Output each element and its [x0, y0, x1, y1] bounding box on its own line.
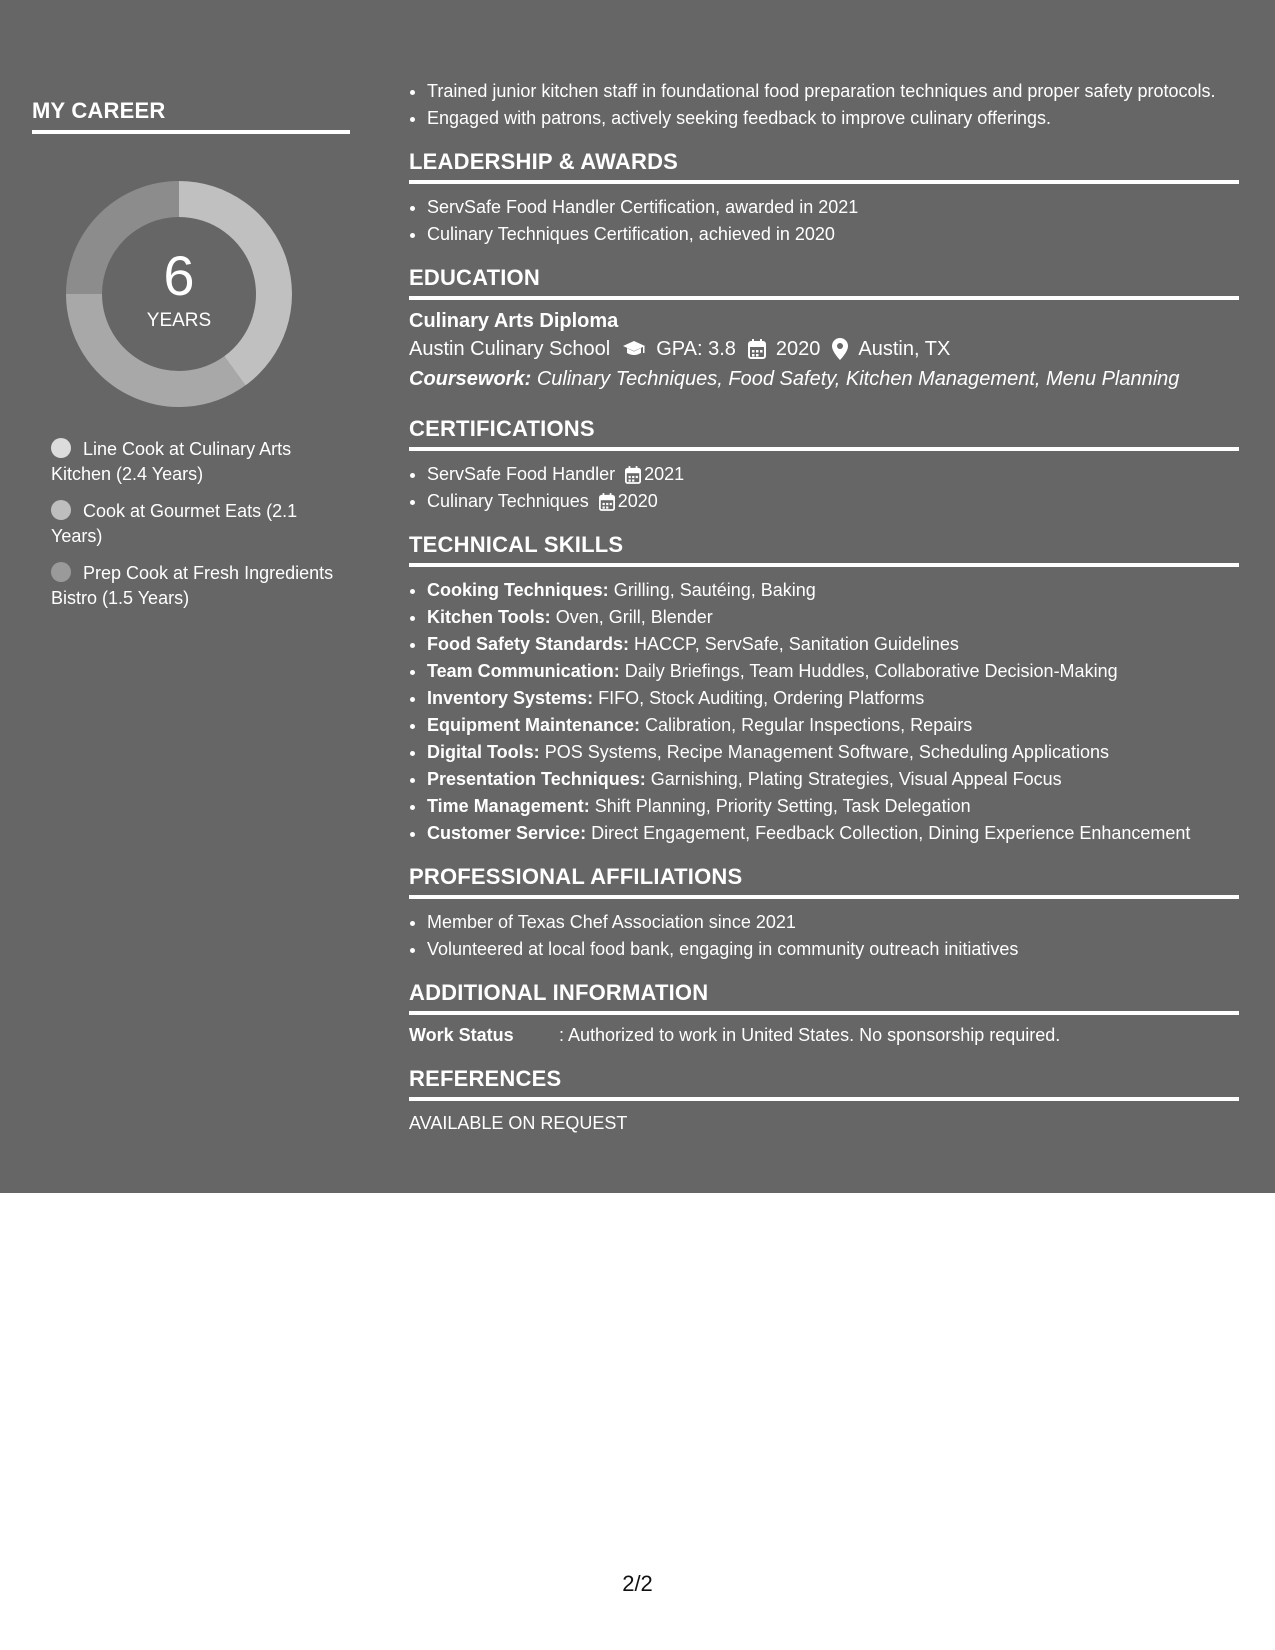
work-status-row [409, 1023, 1239, 1048]
references-text: AVAILABLE ON REQUEST [409, 1113, 628, 1133]
work-status-value: : Authorized to work in United States. No sponsorship required. [559, 1025, 1061, 1045]
skill-item [427, 605, 1239, 630]
career-legend-label: Cook at Gourmet Eats (2.1 Years) [51, 501, 298, 546]
skill-label: Inventory Systems: [427, 688, 594, 708]
skill-label: Equipment Maintenance: [427, 715, 641, 735]
career-sidebar [32, 98, 350, 623]
degree-title: Culinary Arts Diploma [409, 310, 619, 332]
affiliations-heading: PROFESSIONAL AFFILIATIONS [409, 864, 1239, 899]
leadership-item: • ServSafe Food Handler Certification, awarded in 2021 [427, 195, 1239, 220]
skill-item [427, 740, 1239, 765]
legend-dot-icon [51, 438, 71, 458]
affiliations-list [409, 910, 1239, 962]
legend-dot-icon [51, 500, 71, 520]
leadership-item: • Culinary Techniques Certification, achieved in 2020 [427, 222, 1239, 247]
skills-section [409, 532, 1239, 846]
skill-value: HACCP, ServSafe, Sanitation Guidelines [634, 634, 959, 654]
certifications-list [409, 462, 1239, 514]
skill-label: Customer Service: [427, 823, 587, 843]
page-number: 2/2 [622, 1571, 653, 1596]
additional-heading: ADDITIONAL INFORMATION [409, 980, 1239, 1015]
experience-bullet: • Engaged with patrons, actively seeking feedback to improve culinary offerings. [427, 106, 1239, 131]
career-legend-label: Prep Cook at Fresh Ingredients Bistro (1.5 Years) [51, 563, 334, 608]
skill-label: Time Management: [427, 796, 590, 816]
graduation-year: 2020 [775, 338, 821, 360]
certification-item [427, 462, 1239, 487]
leadership-heading: LEADERSHIP & AWARDS [409, 149, 1239, 184]
donut-center [66, 181, 292, 407]
calendar-icon [748, 339, 766, 359]
certification-name: • ServSafe Food Handler [427, 464, 616, 484]
coursework [409, 364, 1239, 394]
skill-item [427, 713, 1239, 738]
skills-list [409, 578, 1239, 846]
skill-label: Team Communication: [427, 661, 620, 681]
skill-label: Food Safety Standards: [427, 634, 630, 654]
leadership-section [409, 149, 1239, 247]
career-donut-chart [66, 181, 292, 407]
skill-value: Direct Engagement, Feedback Collection, Dining Experience Enhancement [591, 823, 1191, 843]
skill-label: Cooking Techniques: [427, 580, 609, 600]
certifications-heading: CERTIFICATIONS [409, 416, 1239, 451]
total-years-number: 6 [163, 244, 195, 307]
career-legend-item [51, 499, 350, 549]
skills-heading: TECHNICAL SKILLS [409, 532, 1239, 567]
career-legend-item [51, 561, 350, 611]
additional-section [409, 980, 1239, 1048]
location-pin-icon [832, 338, 848, 360]
certifications-section [409, 416, 1239, 514]
experience-bullets [409, 79, 1239, 131]
school-location: Austin, TX [858, 338, 951, 360]
skill-value: Shift Planning, Priority Setting, Task Delegation [594, 796, 971, 816]
career-heading: MY CAREER [32, 98, 350, 134]
education-section [409, 265, 1239, 394]
skill-item [427, 821, 1239, 846]
certification-item [427, 489, 1239, 514]
education-heading: EDUCATION [409, 265, 1239, 300]
skill-item [427, 686, 1239, 711]
skill-value: Grilling, Sautéing, Baking [613, 580, 816, 600]
skill-item [427, 794, 1239, 819]
skill-value: Daily Briefings, Team Huddles, Collaborative Decision-Making [624, 661, 1118, 681]
main-content [409, 79, 1239, 1136]
legend-dot-icon [51, 562, 71, 582]
calendar-icon [625, 466, 641, 484]
work-status-label: Work Status [409, 1025, 514, 1045]
skill-value: Oven, Grill, Blender [555, 607, 713, 627]
skill-value: Calibration, Regular Inspections, Repairs [645, 715, 973, 735]
affiliation-item: • Volunteered at local food bank, engaging in community outreach initiatives [427, 937, 1239, 962]
skill-label: Digital Tools: [427, 742, 540, 762]
skill-label: Presentation Techniques: [427, 769, 646, 789]
education-details [409, 334, 1239, 364]
gpa-value: GPA: 3.8 [656, 338, 736, 360]
coursework-list: Culinary Techniques, Food Safety, Kitchen Management, Menu Planning [536, 368, 1180, 390]
skill-value: POS Systems, Recipe Management Software, Scheduling Applications [544, 742, 1109, 762]
certification-year: 2021 [644, 464, 685, 484]
references-heading: REFERENCES [409, 1066, 1239, 1101]
skill-value: FIFO, Stock Auditing, Ordering Platforms [598, 688, 925, 708]
coursework-label: Coursework: [409, 368, 532, 390]
certification-name: • Culinary Techniques [427, 491, 589, 511]
skill-label: Kitchen Tools: [427, 607, 551, 627]
experience-bullet: • Trained junior kitchen staff in foundational food preparation techniques and proper safety protocols. [427, 79, 1239, 104]
total-years-unit: YEARS [146, 310, 212, 331]
certification-year: 2020 [617, 491, 658, 511]
affiliations-section [409, 864, 1239, 962]
skill-item [427, 632, 1239, 657]
career-legend-item [51, 437, 350, 487]
skill-item [427, 767, 1239, 792]
skill-value: Garnishing, Plating Strategies, Visual Appeal Focus [650, 769, 1062, 789]
school-name: Austin Culinary School [409, 338, 611, 360]
affiliation-item: • Member of Texas Chef Association since 2021 [427, 910, 1239, 935]
calendar-icon [599, 493, 615, 511]
skill-item [427, 578, 1239, 603]
career-legend [32, 437, 350, 611]
skill-item [427, 659, 1239, 684]
career-legend-label: Line Cook at Culinary Arts Kitchen (2.4 Years) [51, 439, 292, 484]
leadership-list [409, 195, 1239, 247]
references-section [409, 1066, 1239, 1136]
graduation-cap-icon [622, 339, 646, 359]
